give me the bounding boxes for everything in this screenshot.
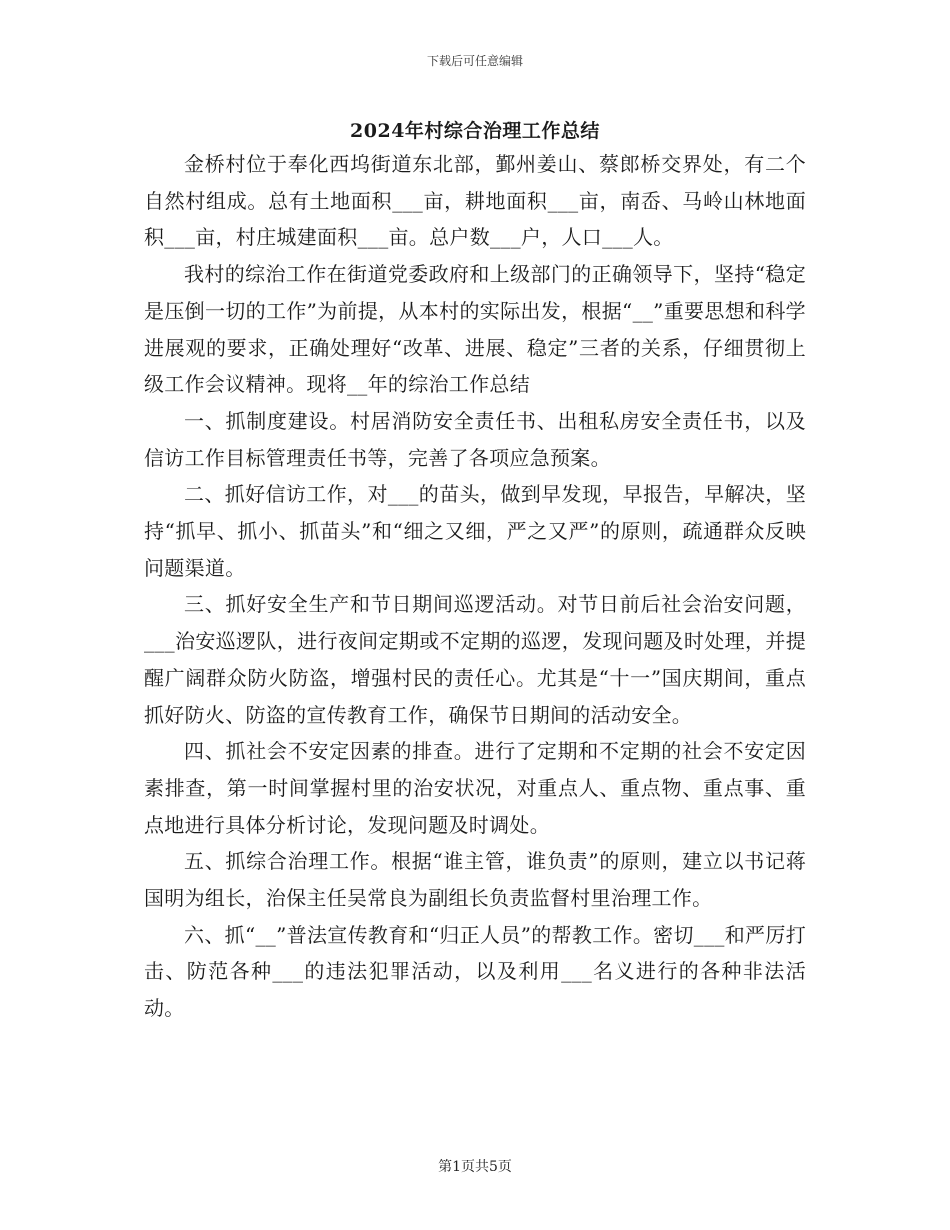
paragraph-intro: 金桥村位于奉化西坞街道东北部，鄞州姜山、蔡郎桥交界处，有二个自然村组成。总有土地面积___亩，耕地面积___亩，南岙、马岭山林地面积___亩，村庄城建面积___亩。总户数___户，人口___人。 — [144, 152, 806, 250]
paragraph-overview: 我村的综治工作在街道党委政府和上级部门的正确领导下，坚持“稳定是压倒一切的工作”为前提，从本村的实际出发，根据“__”重要思想和科学进展观的要求，正确处理好“改革、进展、稳定”三者的关系，仔细贯彻上级工作会议精神。现将__年的综治工作总结 — [144, 262, 806, 397]
paragraph-item-3: 三、抓好安全生产和节日期间巡逻活动。对节日前后社会治安问题，___治安巡逻队，进行夜间定期或不定期的巡逻，发现问题及时处理，并提醒广阔群众防火防盗，增强村民的责任心。尤其是“十一”国庆期间，重点抓好防火、防盗的宣传教育工作，确保节日期间的活动安全。 — [144, 592, 806, 727]
paragraph-item-5: 五、抓综合治理工作。根据“谁主管，谁负责”的原则，建立以书记蒋国明为组长，治保主任吴常良为副组长负责监督村里治理工作。 — [144, 849, 806, 911]
paragraph-item-6: 六、抓“__”普法宣传教育和“归正人员”的帮教工作。密切___和严厉打击、防范各种___的违法犯罪活动，以及利用___名义进行的各种非法活动。 — [144, 922, 806, 1021]
paragraph-item-1: 一、抓制度建设。村居消防安全责任书、出租私房安全责任书，以及信访工作目标管理责任书等，完善了各项应急预案。 — [144, 408, 806, 470]
page-number: 第1页共5页 — [438, 1159, 512, 1175]
header-note: 下载后可任意编辑 — [426, 54, 523, 68]
document-title: 2024年村综合治理工作总结 — [350, 120, 600, 142]
paragraph-item-4: 四、抓社会不安定因素的排查。进行了定期和不定期的社会不安定因素排查，第一时间掌握村里的治安状况，对重点人、重点物、重点事、重点地进行具体分析讨论，发现问题及时调处。 — [144, 739, 806, 837]
document-body — [144, 146, 806, 1027]
paragraph-item-2: 二、抓好信访工作，对___的苗头，做到早发现，早报告，早解决，坚持“抓早、抓小、抓苗头”和“细之又细，严之又严”的原则，疏通群众反映问题渠道。 — [144, 482, 806, 580]
